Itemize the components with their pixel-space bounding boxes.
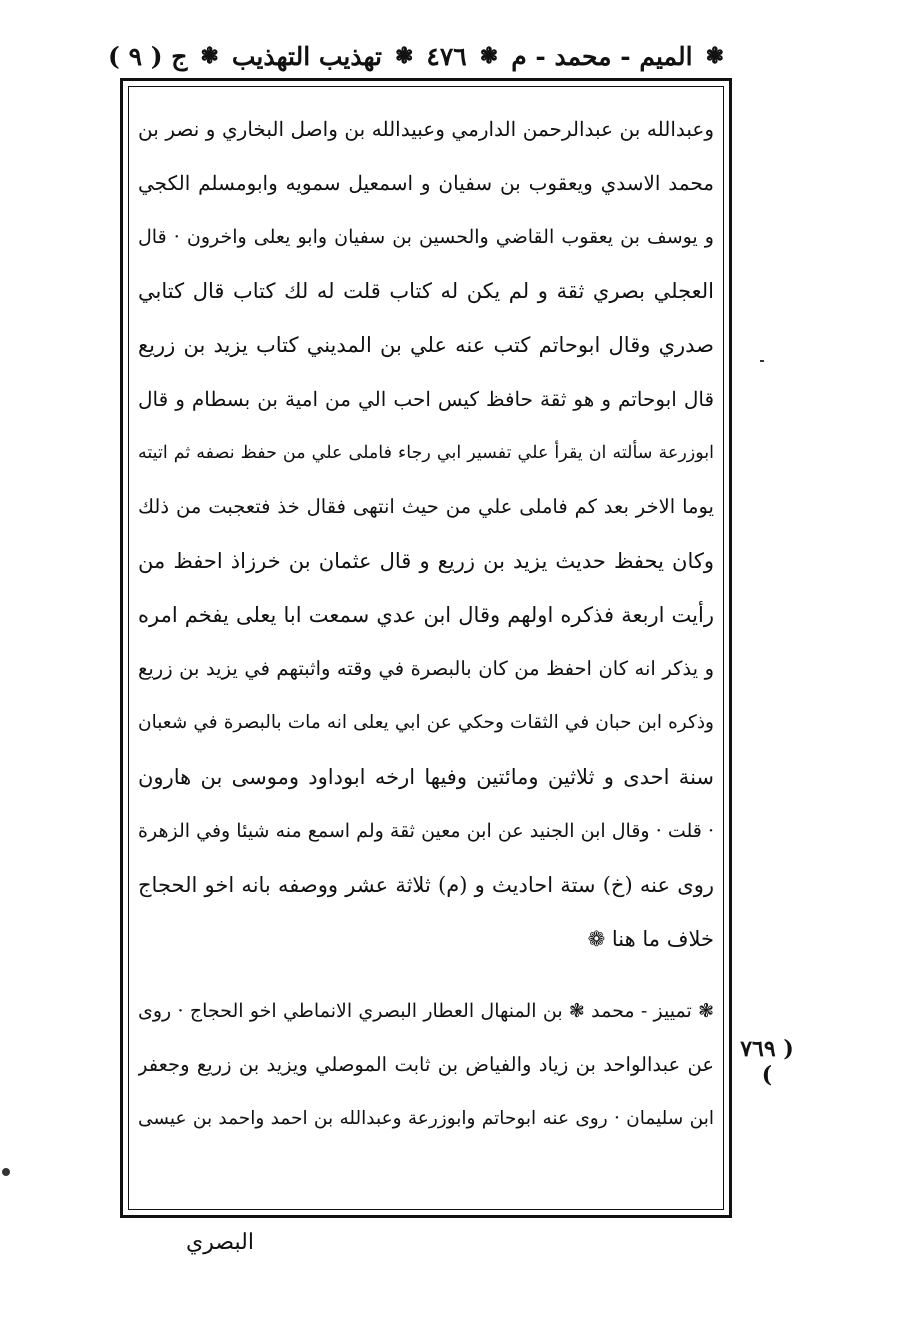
text-line: و يذكر انه كان احفظ من كان بالبصرة في وقته واثبتهم في يزيد بن زريع: [138, 657, 714, 680]
text-line: وذكره ابن حبان في الثقات وحكي عن ابي يعلى انه مات بالبصرة في شعبان: [138, 712, 714, 733]
scan-mark: [760, 360, 764, 362]
ornament-icon: ❃: [200, 43, 219, 69]
section-label: الميم - محمد - م: [511, 41, 693, 71]
volume-label: ج ( ٩ ): [108, 41, 188, 71]
running-header: [108, 30, 728, 82]
entry-line: ابن سليمان · روى عنه ابوحاتم وابوزرعة وعبدالله بن احمد واحمد بن عيسى: [138, 1108, 714, 1129]
body-text: [138, 102, 714, 1146]
text-line: قال ابوحاتم و هو ثقة حافظ كيس احب الي من امية بن بسطام و قال: [138, 387, 714, 411]
text-line: صدري وقال ابوحاتم كتب عنه علي بن المديني كتاب يزيد بن زريع: [138, 333, 714, 357]
text-line: و يوسف بن يعقوب القاضي والحسين بن سفيان وابو يعلى واخرون · قال: [138, 226, 714, 248]
entry-line: عن عبدالواحد بن زياد والفياض بن ثابت الموصلي ويزيد بن زريع وجعفر: [138, 1053, 714, 1076]
text-line: روى عنه (خ) ستة احاديث و (م) ثلاثة عشر ووصفه بانه اخو الحجاج: [138, 873, 714, 897]
catchword: البصري: [186, 1230, 254, 1255]
ornament-icon: ❃: [394, 43, 414, 69]
entry-line: ❃ تمييز - محمد ❃ بن المنهال العطار البصري الانماطي اخو الحجاج · روى: [138, 1000, 714, 1022]
ornament-icon: ❃: [479, 43, 499, 69]
page-number: ٤٧٦: [426, 41, 467, 71]
text-line: ابوزرعة سألته ان يقرأ علي تفسير ابي رجاء فاملى علي من حفظ نصفه ثم اتيته: [138, 443, 714, 463]
ornament-icon: ❃: [705, 43, 724, 69]
book-title: تهذيب التهذيب: [231, 41, 382, 71]
text-line: وكان يحفظ حديث يزيد بن زريع و قال عثمان بن خرزاذ احفظ من: [138, 549, 714, 573]
text-line: رأيت اربعة فذكره اولهم وقال ابن عدي سمعت ابا يعلى يفخم امره: [138, 603, 714, 627]
scan-mark: [2, 1168, 10, 1176]
text-line: يوما الاخر بعد كم فاملى علي من حيث انتهى فقال خذ فتعجبت من ذلك: [138, 495, 714, 518]
text-line: خلاف ما هنا ❁: [587, 927, 714, 951]
text-line: · قلت · وقال ابن الجنيد عن ابن معين ثقة ولم اسمع منه شيئا وفي الزهرة: [138, 820, 714, 842]
text-line: محمد الاسدي ويعقوب بن سفيان و اسمعيل سمويه وابومسلم الكجي: [138, 171, 714, 195]
entry-number: ( ٧٦٩ ): [740, 1036, 794, 1088]
text-line: سنة احدى و ثلاثين ومائتين وفيها ارخه ابوداود وموسى بن هارون: [138, 765, 714, 789]
text-line: وعبدالله بن عبدالرحمن الدارمي وعبيدالله بن واصل البخاري و نصر بن: [138, 117, 714, 141]
text-line: العجلي بصري ثقة و لم يكن له كتاب قلت له لك كتاب قال كتابي: [138, 279, 714, 303]
